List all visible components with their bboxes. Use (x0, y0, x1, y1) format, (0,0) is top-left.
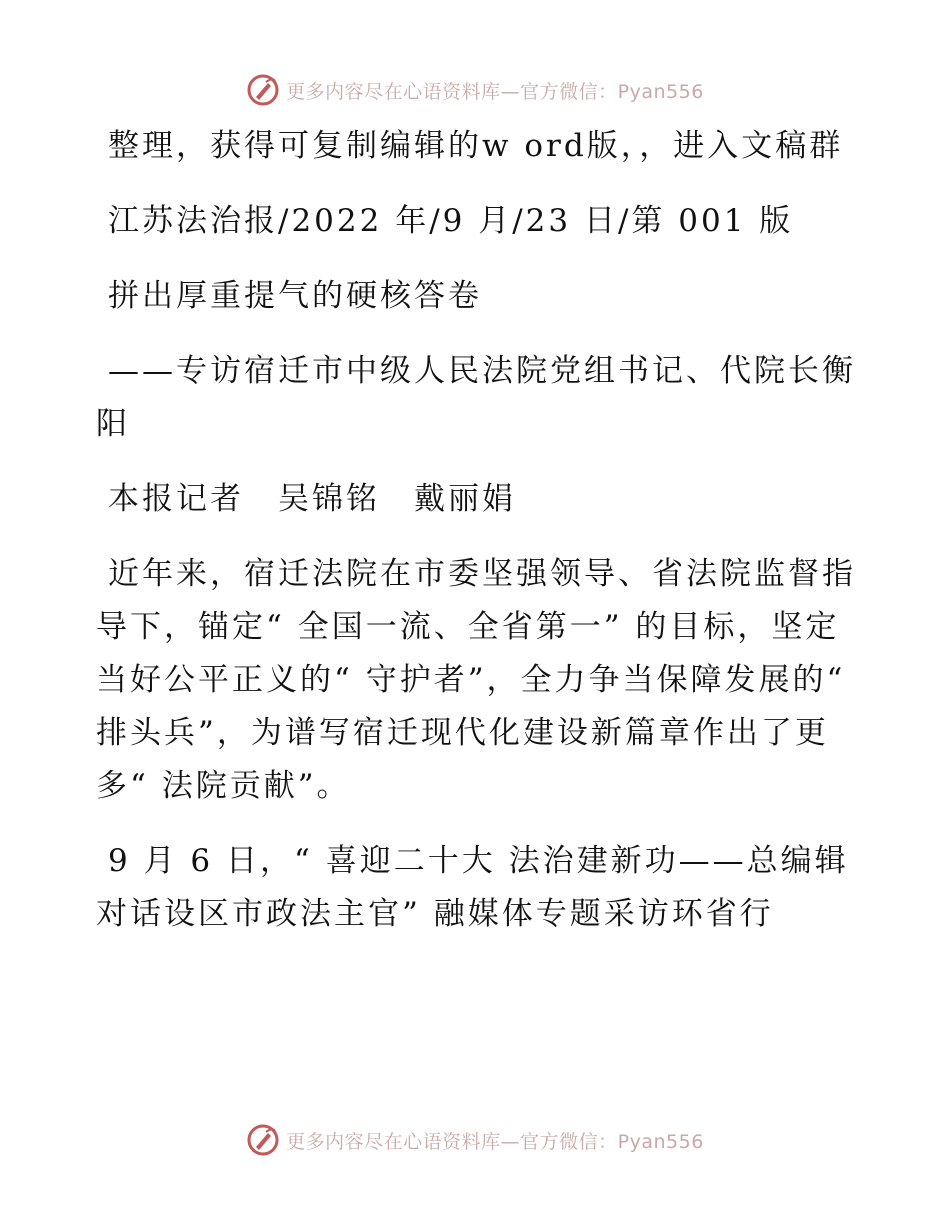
paragraph-body-1: 近年来，宿迁法院在市委坚强领导、省法院监督指导下，锚定“ 全国一流、全省第一” 的目标，坚定当好公平正义的“ 守护者”，全力争当保障发展的“ 排头兵”，为谱写宿迁现代化建设新篇章作出了更多“ 法院贡献”。 (96, 556, 856, 804)
pen-logo-icon (246, 73, 280, 107)
article-subtitle: ——专访宿迁市中级人民法院党组书记、代院长衡阳 (96, 353, 856, 442)
paragraph-body-2: 9 月 6 日，“ 喜迎二十大 法治建新功——总编辑对话设区市政法主官” 融媒体专题采访环省行 (96, 843, 849, 932)
footer-banner-text: 更多内容尽在心语资料库—官方微信：Pyan556 (286, 1130, 704, 1153)
footer-banner (0, 1120, 950, 1160)
pen-logo-icon (246, 1123, 280, 1157)
article-byline: 本报记者 吴锦铭 戴丽娟 (108, 481, 516, 517)
article-title: 拼出厚重提气的硬核答卷 (108, 278, 482, 314)
document-body (96, 120, 856, 963)
header-banner-text: 更多内容尽在心语资料库—官方微信：Pyan556 (286, 80, 704, 103)
paragraph-source-line: 江苏法治报/2022 年/9 月/23 日/第 001 版 (108, 203, 794, 239)
paragraph-intro-note: 整理，获得可复制编辑的w ord版，，进入文稿群 (108, 128, 844, 164)
header-banner (0, 70, 950, 110)
